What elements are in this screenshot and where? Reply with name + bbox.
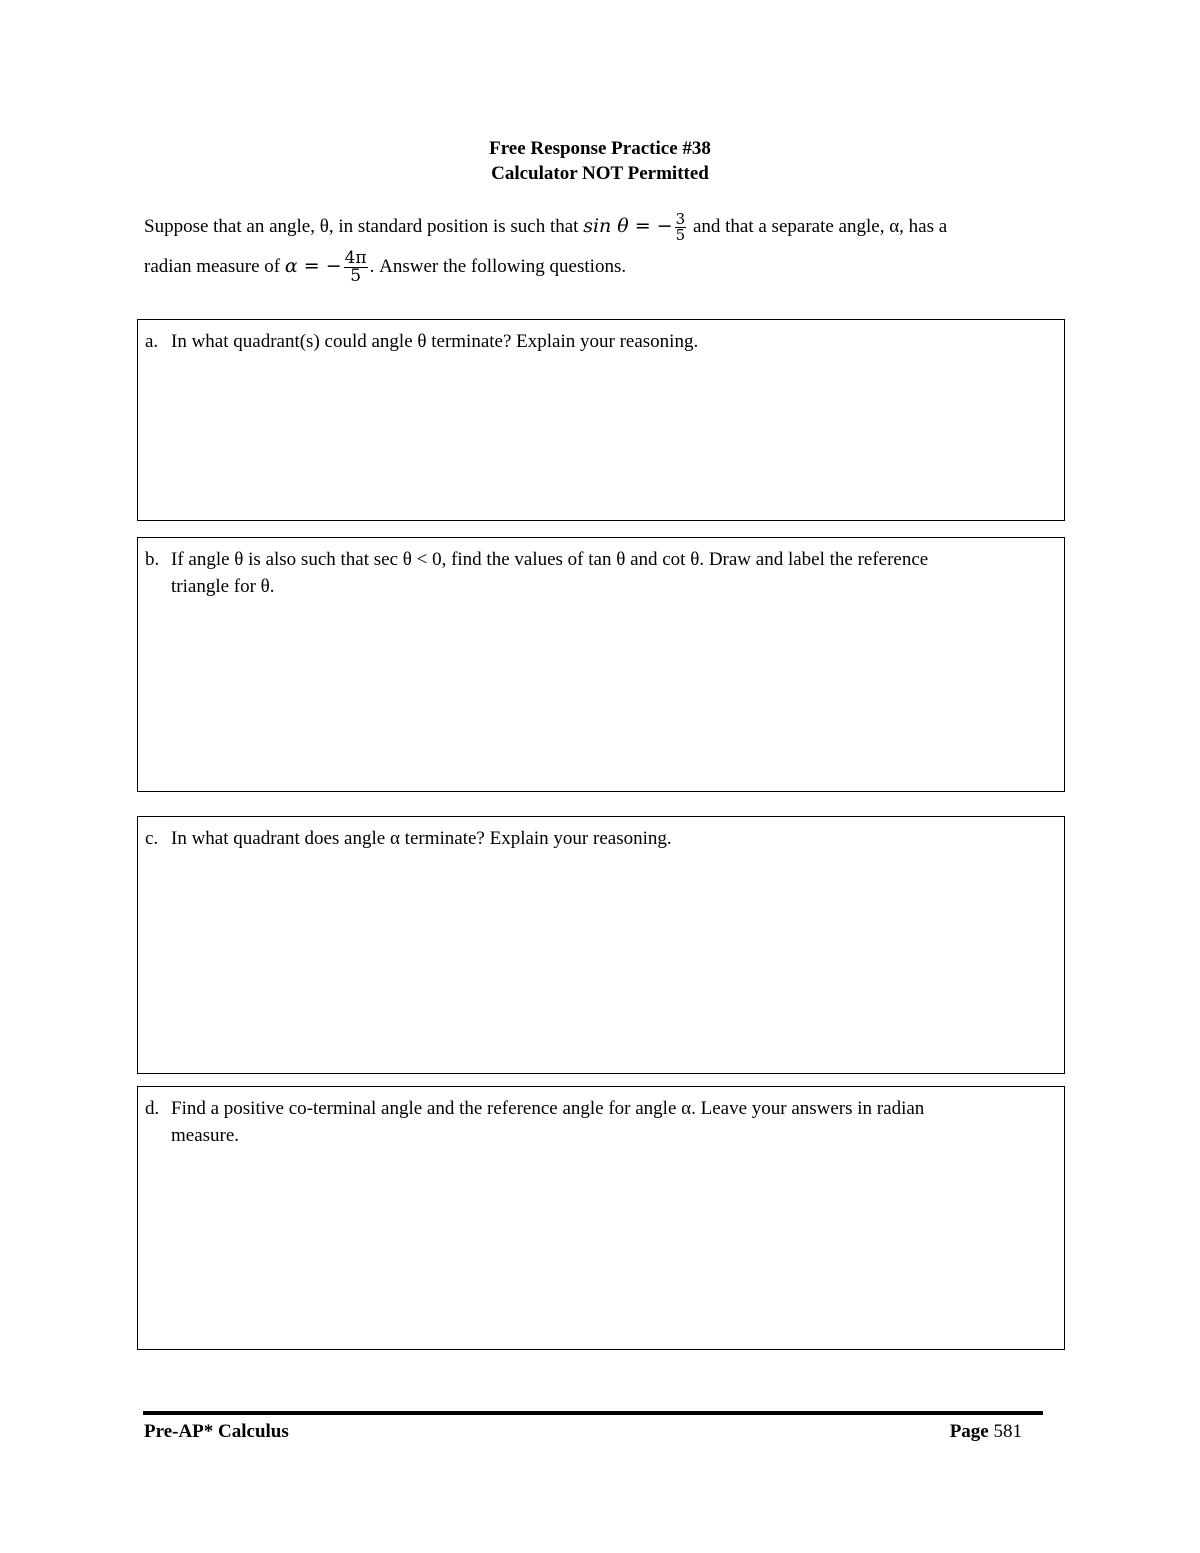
alpha-fraction-numerator: 4π	[344, 248, 367, 268]
question-letter: c.	[145, 828, 159, 849]
footer-page-label: Page	[949, 1421, 989, 1442]
question-d	[145, 1095, 1040, 1149]
question-letter: a.	[145, 331, 159, 352]
question-text: If angle θ is also such that sec θ < 0, find the values of tan θ and cot θ. Draw and label the reference	[171, 549, 929, 570]
problem-statement-line-2	[144, 250, 626, 285]
sin-expression: sin θ = −	[583, 214, 673, 237]
alpha-fraction-denominator: 5	[350, 266, 362, 286]
worksheet-title-block	[0, 136, 1200, 186]
question-letter: b.	[145, 549, 160, 570]
question-c	[145, 825, 1040, 852]
intro-text-3: radian measure of	[144, 255, 281, 277]
answer-box-a[interactable]	[137, 319, 1065, 521]
intro-text-4: . Answer the following questions.	[369, 255, 627, 277]
question-text: In what quadrant does angle α terminate? Explain your reasoning.	[171, 828, 672, 849]
sin-fraction	[675, 212, 687, 243]
footer-divider	[143, 1411, 1043, 1415]
intro-text-1: Suppose that an angle, θ, in standard position is such that	[144, 215, 579, 237]
footer-course: Pre-AP* Calculus	[144, 1421, 289, 1442]
question-text-continued: triangle for θ.	[171, 576, 275, 597]
sin-fraction-numerator: 3	[675, 210, 686, 228]
question-a	[145, 328, 1040, 355]
footer-page-number: 581	[993, 1421, 1022, 1442]
problem-statement-line-1	[144, 212, 947, 243]
answer-box-d[interactable]	[137, 1086, 1065, 1350]
footer-page	[950, 1421, 1022, 1443]
intro-text-2: and that a separate angle, α, has a	[692, 215, 948, 237]
question-b	[145, 546, 1040, 600]
answer-box-b[interactable]	[137, 537, 1065, 792]
question-text: Find a positive co-terminal angle and the reference angle for angle α. Leave your answers in radian	[171, 1098, 925, 1119]
alpha-expression: α = −	[284, 254, 342, 277]
alpha-fraction	[344, 250, 368, 285]
question-letter: d.	[145, 1098, 160, 1119]
question-text: In what quadrant(s) could angle θ terminate? Explain your reasoning.	[171, 331, 699, 352]
worksheet-subtitle: Calculator NOT Permitted	[491, 163, 709, 184]
worksheet-title: Free Response Practice #38	[489, 138, 711, 159]
question-text-continued: measure.	[171, 1125, 240, 1146]
sin-fraction-denominator: 5	[675, 226, 686, 244]
answer-box-c[interactable]	[137, 816, 1065, 1074]
